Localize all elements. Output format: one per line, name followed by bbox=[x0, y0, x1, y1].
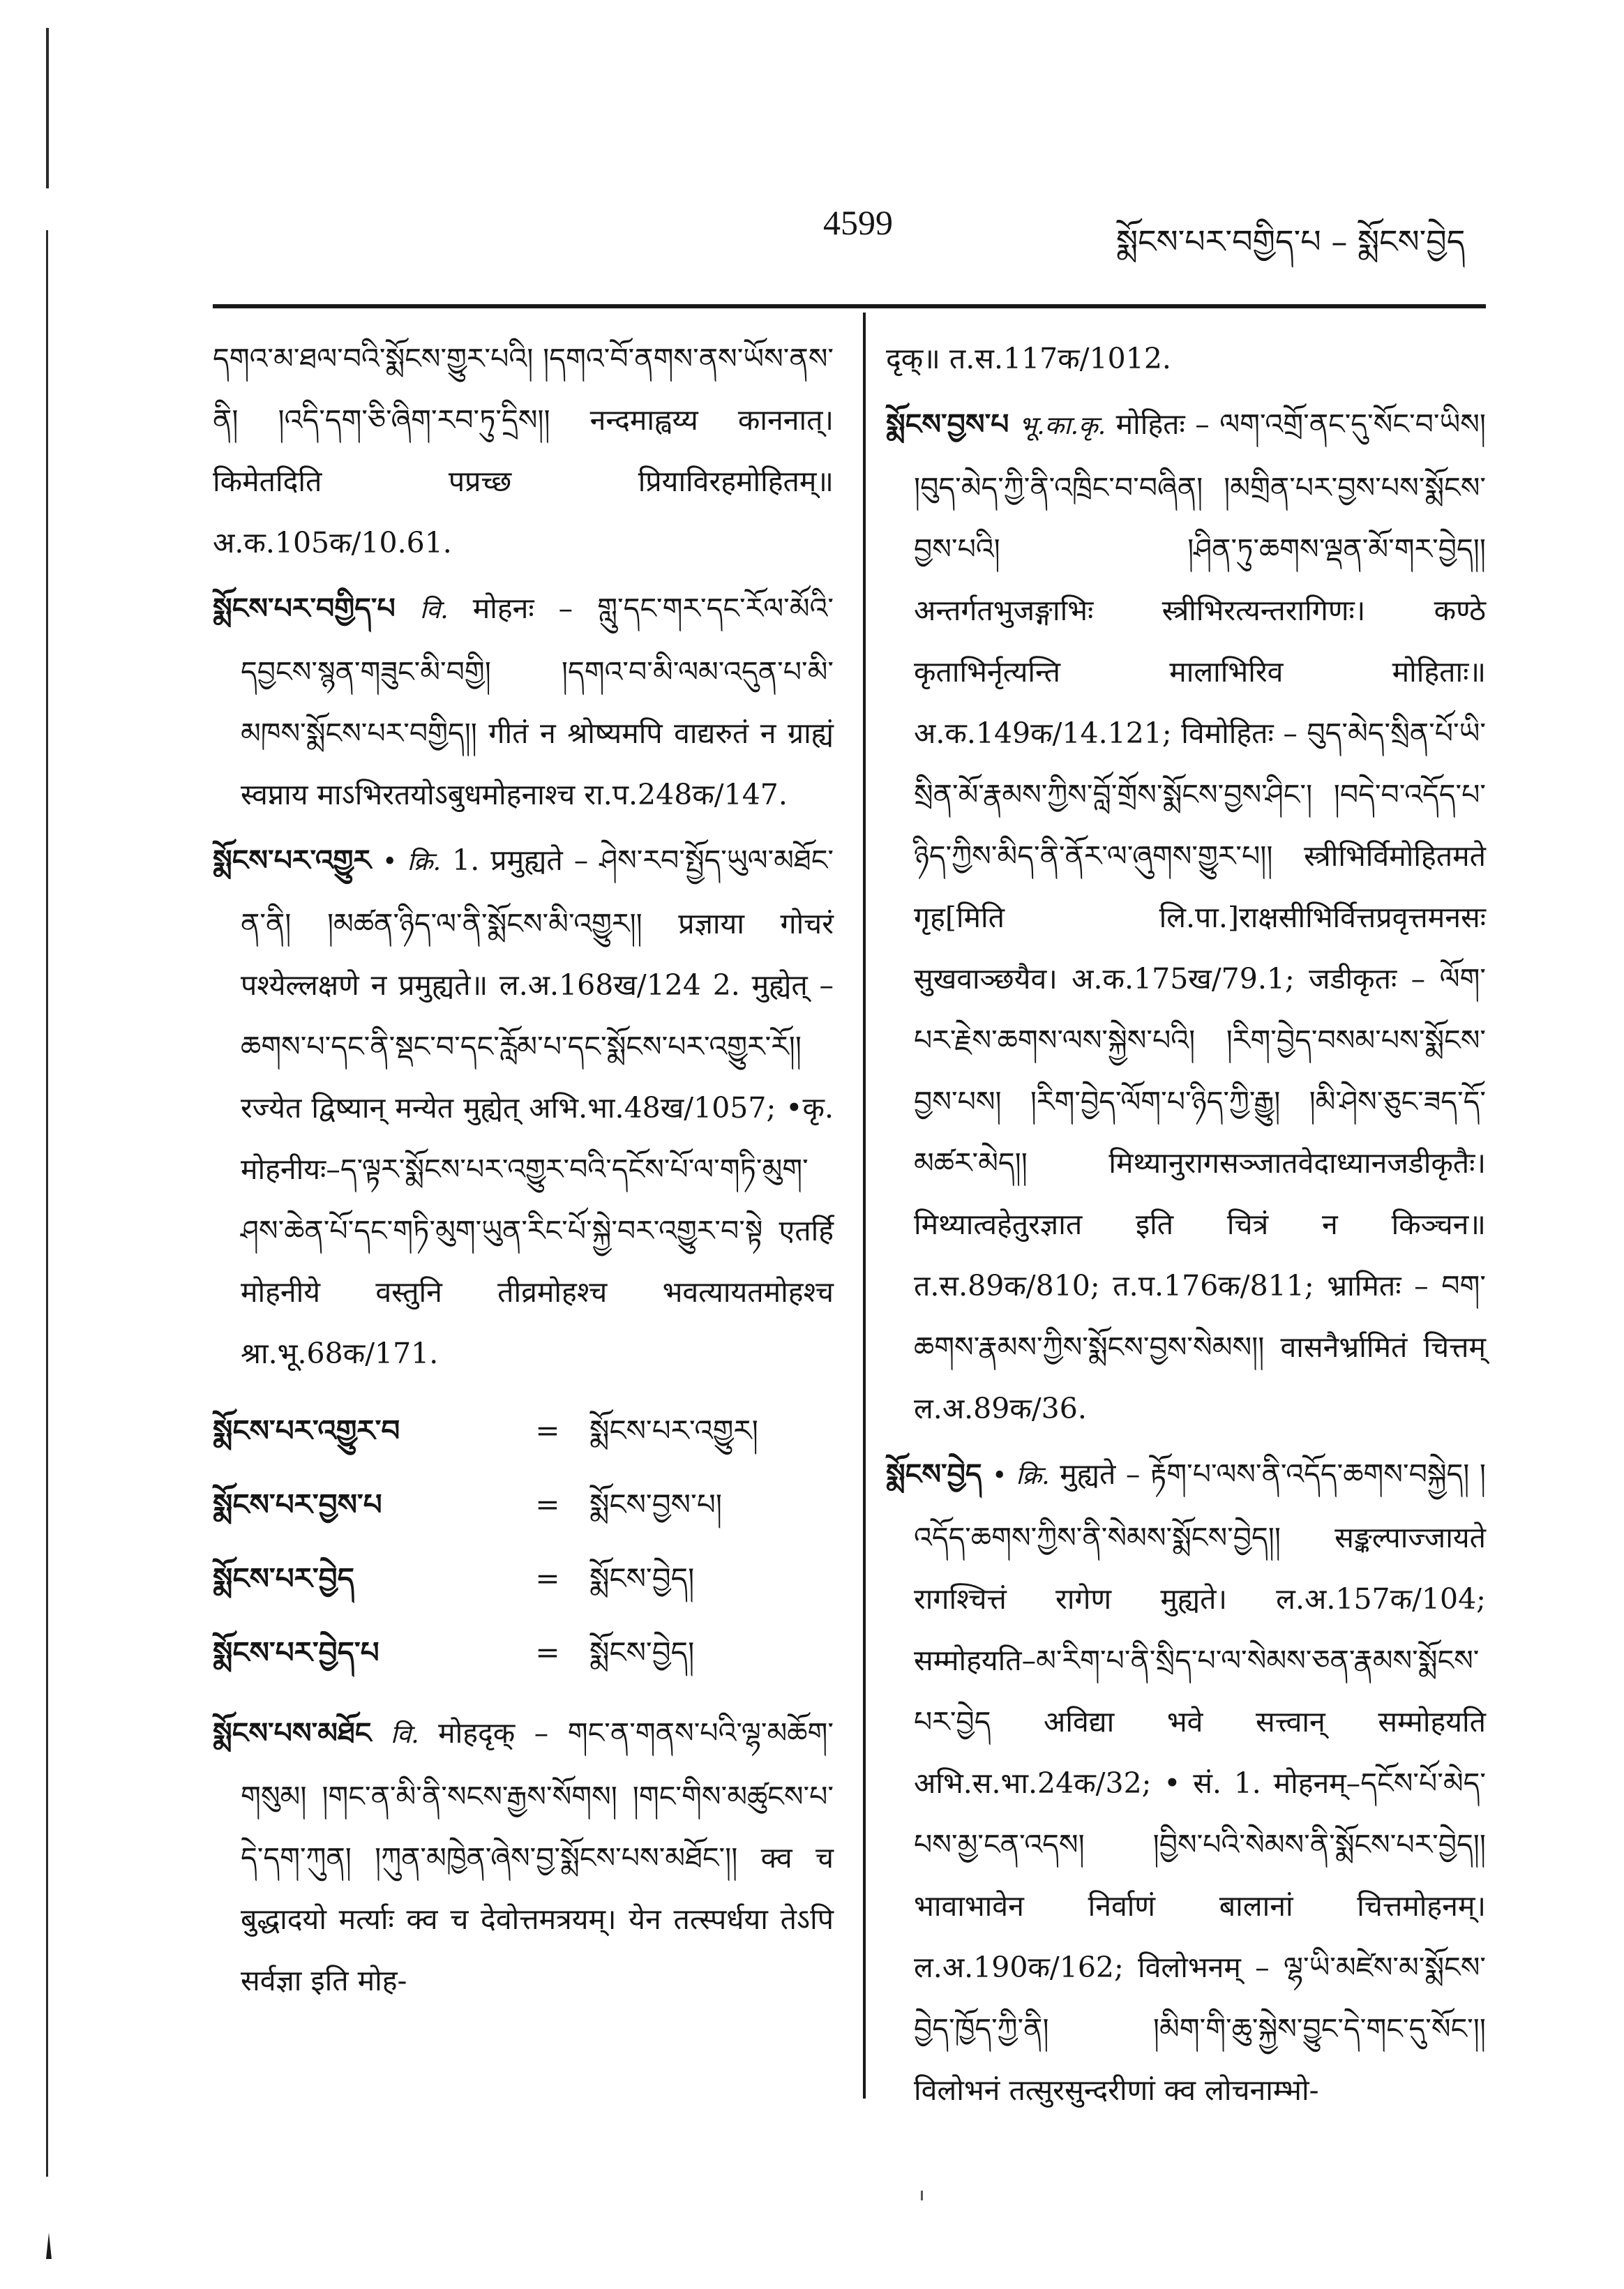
dictionary-entry bbox=[886, 393, 1486, 1439]
continuation-text: དགའ་མ་ཐལ་བའི་སྨོངས་གྱུར་པའི། །དགའ་བོ་ནགས་ནས་ཡོས་ནས་ནི། །འདི་དག་ཅི་ཞིག་རབ་ཏུ་དྲིས།། नन्दमाह्वय्य काननात्। किमेतदिति पप्रच्छ प्रियाविरहमोहितम्॥ अ.क.105क/10.61. bbox=[213, 342, 834, 560]
scan-edge-mark bbox=[0, 2232, 63, 2260]
xref-equals: = bbox=[535, 1487, 560, 1522]
xref-term: སྨོངས་པར་བྱེད bbox=[213, 1561, 354, 1596]
entry-body: मुह्यते – རྟོག་པ་ལས་ནི་འདོད་ཆགས་བསྐྱེད། །འདོད་ཆགས་ཀྱིས་ནི་སེམས་སྨོངས་བྱེད།། सङ्कल्पाज्जायते रागश्चित्तं रागेण मुह्यते। ल.अ.157क/104; सम्मोहयति–མ་རིག་པ་ནི་སྲིད་པ་ལ་སེམས་ཅན་རྣམས་སྨོངས་པར་བྱེད अविद्या भवे सत्त्वान् सम्मोहयति अभि.स.भा.24क/32; • सं. 1. मोहनम्–དངོས་པོ་མེད་པས་མྱ་ངན་འདས། །བྱིས་པའི་སེམས་ནི་སྨོངས་པར་བྱེད།། भावाभावेन निर्वाणं बालानां चित्तमोहनम्। ल.अ.190क/162; विलोभनम् – ལྷ་ཡི་མཛེས་མ་སྨོངས་བྱེད་ཁྱོད་ཀྱི་ནི། །མིག་གི་ཆུ་སྐྱེས་བྱུང་དེ་གང་དུ་སོང་།། विलोभनं तत्सुरसुन्दरीणां क्व लोचनाम्भो- bbox=[914, 1457, 1486, 2107]
cross-reference-row bbox=[213, 1394, 834, 1468]
grammar-label: भू.का.कृ. bbox=[1018, 412, 1106, 440]
entry-headword: སྨོངས་པར་འགྱུར bbox=[213, 843, 372, 877]
grammar-label: • क्रि. bbox=[382, 848, 442, 876]
xref-term: སྨོངས་པར་བྱས་པ bbox=[213, 1487, 382, 1522]
scan-speck bbox=[921, 2191, 923, 2200]
xref-equals: = bbox=[535, 1413, 560, 1448]
continuation-text: दृक्॥ त.स.117क/1012. bbox=[886, 342, 1171, 375]
xref-target: སྨོངས་བྱས་པ། bbox=[589, 1487, 723, 1522]
dictionary-entry bbox=[886, 1443, 1486, 2121]
entry-headword: སྨོངས་པས་མཐོང bbox=[213, 1716, 372, 1750]
dictionary-entry bbox=[213, 578, 834, 825]
xref-term: སྨོངས་པར་བྱེད་པ bbox=[213, 1635, 379, 1669]
xref-target: སྨོངས་བྱེད། bbox=[589, 1561, 695, 1596]
left-column bbox=[213, 328, 834, 2011]
entry-headword: སྨོངས་བྱེད bbox=[886, 1457, 982, 1491]
xref-target: སྨོངས་པར་འགྱུར། bbox=[589, 1413, 758, 1448]
dictionary-entry bbox=[213, 830, 834, 1384]
grammar-label: वि. bbox=[419, 596, 449, 624]
header-rule bbox=[213, 304, 1486, 308]
page-number: 4599 bbox=[823, 203, 893, 242]
entry-body: 1. प्रमुह्यते – ཤེས་རབ་སྤྱོད་ཡུལ་མཐོང་ན་ནི། །མཚན་ཉིད་ལ་ནི་སྨོངས་མི་འགྱུར།། प्रज्ञाया गोचरं पश्येल्लक्षणे न प्रमुह्यते॥ ल.अ.168ख/124 2. मुह्येत् – ཆགས་པ་དང་ནི་སྡང་བ་དང་རློམ་པ་དང་སྨོངས་པར་འགྱུར་རོ།། रज्येत द्विष्यान् मन्येत मुह्येत् अभि.भा.48ख/1057; •कृ. मोहनीयः–ད་ལྟར་སྨོངས་པར་འགྱུར་བའི་དངོས་པོ་ལ་གཏི་མུག་ཤས་ཆེན་པོ་དང་གཏི་མུག་ཡུན་རིང་པོ་སྐྱེ་བར་འགྱུར་བ་སྟེ एतर्हि मोहनीये वस्तुनि तीव्रमोहश्च भवत्यायतमोहश्च श्रा.भू.68क/171. bbox=[241, 843, 834, 1370]
scan-binding-edge-top bbox=[46, 28, 49, 188]
entry-body: मोहदृक् – གང་ན་གནས་པའི་ལྷ་མཆོག་གསུམ། །གང་ན་མི་ནི་སངས་རྒྱས་སོགས། །གང་གིས་མཚུངས་པ་དེ་དག་ཀུན། །ཀུན་མཁྱེན་ཞེས་བྱ་སྨོངས་པས་མཐོང་།། क्व च बुद्धादयो मर्त्याः क्व च देवोत्तमत्रयम्। येन तत्स्पर्धया तेऽपि सर्वज्ञा इति मोह- bbox=[241, 1716, 834, 1997]
cross-reference-list bbox=[213, 1394, 834, 1690]
xref-equals: = bbox=[535, 1635, 560, 1669]
grammar-label: • क्रि. bbox=[992, 1462, 1050, 1490]
right-column bbox=[886, 328, 1486, 2121]
column-divider bbox=[863, 313, 866, 2099]
entry-headword: སྨོངས་པར་བགྱིད་པ bbox=[213, 592, 396, 625]
grammar-label: वि. bbox=[390, 1720, 419, 1749]
cross-reference-row bbox=[213, 1542, 834, 1616]
xref-term: སྨོངས་པར་འགྱུར་བ bbox=[213, 1413, 400, 1448]
cross-reference-row bbox=[213, 1616, 834, 1690]
scan-binding-edge bbox=[46, 230, 48, 2177]
running-head: སྨོངས་པར་བགྱིད་པ – སྨོངས་བྱེད bbox=[1116, 223, 1466, 260]
entry-body: मोहनः – གླུ་དང་གར་དང་རོལ་མོའི་དབྱངས་སྙན་གཟུང་མི་བགྱི། །དགའ་བ་མི་ལམ་འདུན་པ་མི་མཁས་སྨོངས་པར་བགྱིད།། गीतं न श्रोष्यमपि वाद्यरुतं न ग्राह्यं स्वप्नाय माऽभिरतयोऽबुधमोहनाश्च रा.प.248क/147. bbox=[241, 592, 834, 811]
cross-reference-row bbox=[213, 1468, 834, 1542]
entry-body: मोहितः – ལག་འགྲོ་ནང་དུ་སོང་བ་ཡིས། །བུད་མེད་ཀྱི་ནི་འཁྲིང་བ་བཞིན། །མགྲིན་པར་བྱས་པས་སྨོངས་བྱས་པའི། །ཤིན་ཏུ་ཆགས་ལྡན་མོ་གར་བྱེད།། अन्तर्गतभुजङ्गाभिः स्त्रीभिरत्यन्तरागिणः। कण्ठे कृताभिर्नृत्यन्ति मालाभिरिव मोहिताः॥ अ.क.149क/14.121; विमोहितः – བུད་མེད་སྲིན་པོ་ཡི་སྲིན་མོ་རྣམས་ཀྱིས་བློ་གྲོས་སྨོངས་བྱས་ཤིང་། །བདེ་བ་འདོད་པ་ཉིད་ཀྱིས་མིད་ནི་ནོར་ལ་ཞུགས་གྱུར་པ།། स्त्रीभिर्विमोहितमते गृह[मिति लि.पा.]राक्षसीभिर्वित्तप्रवृत्तमनसः सुखवाञ्छयैव। अ.क.175ख/79.1; जडीकृतः – ལོག་པར་རྗེས་ཆགས་ལས་སྐྱེས་པའི། །རིག་བྱེད་བསམ་པས་སྨོངས་བྱས་པས། །རིག་བྱེད་ལོག་པ་ཉིད་ཀྱི་རྒྱུ། །མི་ཤེས་ཅུང་ཟད་དོ་མཚར་མེད།། मिथ्यानुरागसञ्जातवेदाध्यानजडीकृतैः। मिथ्यात्वहेतुरज्ञात इति चित्रं न किञ्चन॥ त.स.89क/810; त.प.176क/811; भ्रामितः – བག་ཆགས་རྣམས་ཀྱིས་སྨོངས་བྱས་སེམས།། वासनैर्भ्रामितं चित्तम् ल.अ.89क/36. bbox=[914, 407, 1486, 1425]
xref-target: སྨོངས་བྱེད། bbox=[589, 1635, 695, 1669]
entry-headword: སྨོངས་བྱས་པ bbox=[886, 407, 1009, 441]
xref-equals: = bbox=[535, 1561, 560, 1596]
dictionary-entry bbox=[213, 1702, 834, 2011]
